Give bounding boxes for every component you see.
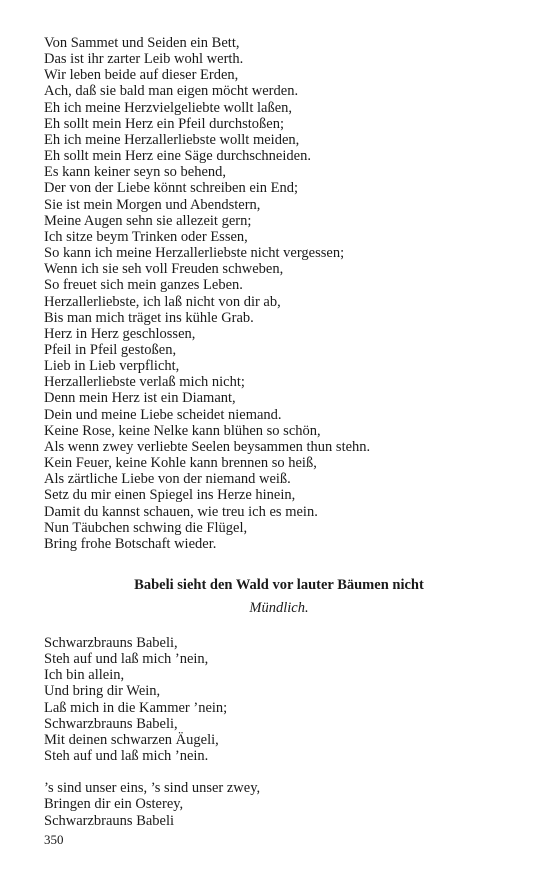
verse-line: Setz du mir einen Spiegel ins Herze hinein, [44,487,296,504]
verse-line: So kann ich meine Herzallerliebste nicht vergessen; [44,245,345,262]
verse-line: Denn mein Herz ist ein Diamant, [44,390,236,407]
verse-line: Kein Feuer, keine Kohle kann brennen so heiß, [44,455,317,472]
verse-line: Eh sollt mein Herz ein Pfeil durchstoßen; [44,115,285,132]
verse-line: Es kann keiner seyn so behend, [44,164,227,181]
verse-line: Damit du kannst schauen, wie treu ich es mein. [44,503,318,520]
verse-line: Herzallerliebste verlaß mich nicht; [44,374,245,391]
verse-line: Bringen dir ein Osterey, [44,796,184,813]
verse-line: Bring frohe Botschaft wieder. [44,535,217,552]
verse-line: Das ist ihr zarter Leib wohl werth. [44,51,244,68]
page-content [44,35,514,829]
verse-line: Sie ist mein Morgen und Abendstern, [44,196,261,213]
verse-line: Schwarzbrauns Babeli [44,812,175,829]
verse-line: Pfeil in Pfeil gestoßen, [44,341,177,358]
verse-line: Herzallerliebste, ich laß nicht von dir ab, [44,293,281,310]
poem-2-stanza-2 [44,780,514,828]
verse-line: Schwarzbrauns Babeli, [44,715,178,732]
verse-line: Eh ich meine Herzvielgeliebte wollt laßen, [44,99,293,116]
verse-line: Schwarzbrauns Babeli, [44,635,178,651]
verse-line: Wir leben beide auf dieser Erden, [44,67,239,84]
verse-line: Ich bin allein, [44,667,125,684]
poem-2-title: Babeli sieht den Wald vor lauter Bäumen nicht [134,577,424,593]
verse-line: Laß mich in die Kammer ’nein; [44,699,228,716]
verse-line: Meine Augen sehn sie allezeit gern; [44,212,252,229]
verse-line: So freuet sich mein ganzes Leben. [44,277,243,294]
verse-line: Eh sollt mein Herz eine Säge durchschneiden. [44,148,311,165]
verse-line: ’s sind unser eins, ’s sind unser zwey, [44,780,261,797]
verse-line: Bis man mich träget ins kühle Grab. [44,309,254,326]
verse-line: Nun Täubchen schwing die Flügel, [44,519,248,536]
verse-line: Eh ich meine Herzallerliebste wollt meiden, [44,131,300,148]
verse-line: Ich sitze beym Trinken oder Essen, [44,228,248,245]
poem-2 [44,635,514,829]
verse-line: Herz in Herz geschlossen, [44,325,196,342]
poem-1 [44,35,514,552]
verse-line: Steh auf und laß mich ’nein, [44,651,209,668]
poem-2-stanza-1 [44,635,514,764]
verse-line: Als zärtliche Liebe von der niemand weiß. [44,471,291,488]
verse-line: Lieb in Lieb verpflicht, [44,358,180,375]
verse-line: Und bring dir Wein, [44,683,161,700]
verse-line: Mit deinen schwarzen Äugeli, [44,731,219,748]
verse-line: Keine Rose, keine Nelke kann blühen so schön, [44,422,321,439]
verse-line: Steh auf und laß mich ’nein. [44,748,209,765]
verse-line: Der von der Liebe könnt schreiben ein End; [44,180,299,197]
verse-line: Wenn ich sie seh voll Freuden schweben, [44,261,284,278]
verse-line: Ach, daß sie bald man eigen möcht werden. [44,83,299,100]
verse-line: Von Sammet und Seiden ein Bett, [44,35,240,51]
stanza-gap [44,764,514,780]
verse-line: Als wenn zwey verliebte Seelen beysammen thun stehn. [44,438,371,455]
verse-line: Dein und meine Liebe scheidet niemand. [44,406,282,423]
poem-2-subtitle: Mündlich. [249,600,309,616]
page-number: 350 [44,832,64,847]
